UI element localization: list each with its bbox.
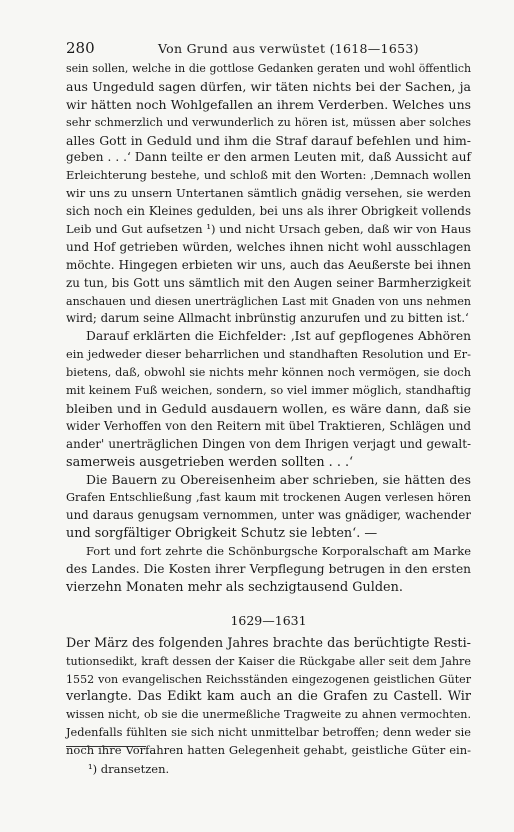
text-line: 1552 von evangelischen Reichsständen eingezogenen geistlichen Güter — [66, 672, 471, 686]
text-line: aus Ungeduld sagen dürfen, wir täten nichts bei der Sachen, ja — [66, 78, 471, 94]
body-text — [66, 60, 471, 760]
text-line: geben . . .‘ Dann teilte er den armen Leuten mit, daß Aussicht auf — [66, 150, 471, 165]
text-line: sehr schmerzlich und verwunderlich zu hören ist, müssen aber solches — [66, 115, 471, 129]
text-line: sein sollen, welche in die gottlose Gedanken geraten und wohl öffentlich — [66, 62, 471, 75]
paragraph-1 — [66, 60, 471, 328]
text-line: wir uns zu unsern Untertanen sämtlich gnädig versehen, sie werden — [66, 186, 471, 201]
paragraph-2 — [66, 328, 471, 471]
text-line: und Hof getrieben würden, welches ihnen nicht wohl ausschlagen — [66, 239, 471, 254]
footnote: ¹) dransetzen. — [88, 762, 170, 776]
section-heading: 1629—1631 — [230, 612, 307, 628]
footnote-divider — [66, 746, 146, 747]
text-line: Grafen Entschließung ‚fast kaum mit trockenen Augen verlesen hören — [66, 491, 471, 505]
text-line: Darauf erklärten die Eichfelder: ‚Ist auf gepflogenes Abhören — [86, 329, 471, 344]
text-line: zu tun, bis Gott uns sämtlich mit den Augen seiner Barmherzigkeit — [66, 275, 471, 290]
text-line: des Landes. Die Kosten ihrer Verpflegung betrugen in den ersten — [66, 561, 471, 576]
text-line: Der März des folgenden Jahres brachte das berüchtigte Resti- — [66, 635, 471, 651]
text-line: wider Verhoffen von den Reitern mit übel Traktieren, Schlägen und — [66, 418, 471, 433]
text-line: anschauen und diesen unerträglichen Last mit Gnaden von uns nehmen — [66, 294, 471, 308]
text-line: ander' unerträglichen Dingen von dem Ihrigen verjagt und gewalt- — [66, 436, 471, 451]
running-head: Von Grund aus verwüstet (1618—1653) — [158, 41, 419, 56]
text-line: tutionsedikt, kraft dessen der Kaiser die Rückgabe aller seit dem Jahre — [66, 654, 471, 668]
text-line: wir hätten noch Wohlgefallen an ihrem Verderben. Welches uns — [66, 96, 471, 112]
text-line: Erleichterung bestehe, und schloß mit den Worten: ‚Demnach wollen — [66, 168, 471, 183]
page-header — [66, 39, 471, 59]
text-line: noch ihre Vorfahren hatten Gelegenheit gehabt, geistliche Güter ein- — [66, 743, 471, 758]
text-line: mit keinem Fuß weichen, sondern, so viel immer möglich, standhaftig — [66, 383, 471, 398]
text-line: wird; darum seine Allmacht inbrünstig anzurufen und zu bitten ist.‘ — [66, 311, 469, 326]
text-line: vierzehn Monaten mehr als sechzigtausend Gulden. — [66, 579, 403, 595]
text-line: Fort und fort zehrte die Schönburgsche Korporalschaft am Marke — [86, 544, 471, 559]
text-line: sich noch ein Kleines gedulden, bei uns als ihrer Obrigkeit vollends — [66, 204, 471, 219]
text-line: und sorgfältiger Obrigkeit Schutz sie lebten‘. — — [66, 526, 378, 542]
text-line: möchte. Hingegen erbieten wir uns, auch das Aeußerste bei ihnen — [66, 257, 471, 272]
text-line: bleiben und in Geduld ausdauern wollen, es wäre dann, daß sie — [66, 400, 471, 416]
text-line: bietens, daß, obwohl sie nichts mehr können noch vermögen, sie doch — [66, 366, 471, 380]
text-line: wissen nicht, ob sie die unermeßliche Tragweite zu ahnen vermochten. — [66, 708, 471, 722]
text-line: Die Bauern zu Obereisenheim aber schrieben, sie hätten des — [86, 472, 471, 488]
text-line: und daraus genugsam vernommen, unter was gnädiger, wachender — [66, 508, 471, 523]
text-line: Jedenfalls fühlten sie sich nicht unmittelbar betroffen; denn weder sie — [66, 725, 471, 740]
text-line: verlangte. Das Edikt kam auch an die Grafen zu Castell. Wir — [66, 689, 471, 705]
paragraph-5 — [66, 635, 471, 760]
text-line: samerweis ausgetrieben werden sollten . . .‘ — [66, 454, 354, 470]
page-number: 280 — [66, 39, 95, 57]
text-line: Leib und Gut aufsetzen ¹) und nicht Ursach geben, daß wir von Haus — [66, 222, 471, 237]
text-line: ein jedweder dieser beharrlichen und standhaften Resolution und Er- — [66, 347, 471, 362]
paragraph-3 — [66, 471, 471, 543]
text-line: alles Gott in Geduld und ihm die Straf darauf befehlen und him- — [66, 132, 471, 148]
paragraph-4 — [66, 543, 471, 597]
